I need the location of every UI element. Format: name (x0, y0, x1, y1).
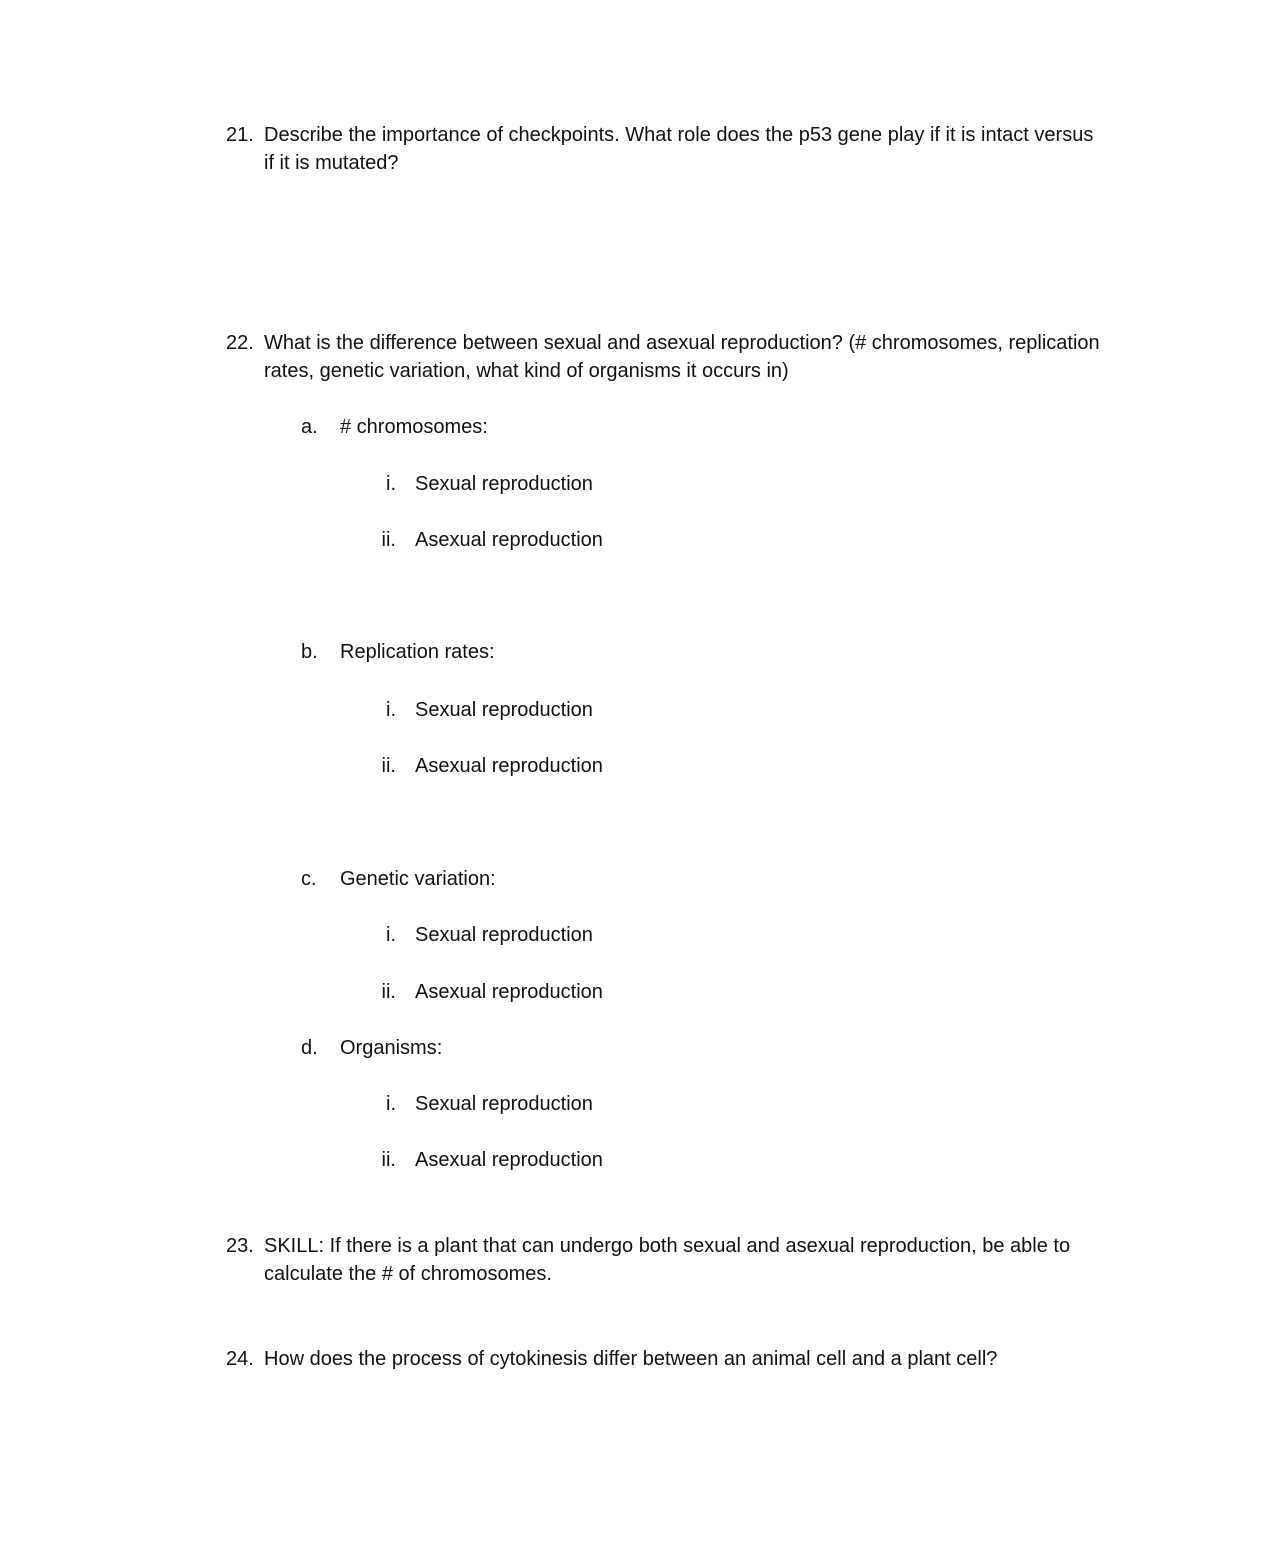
subquestion-text: Organisms: (340, 1037, 443, 1059)
subitem-label: ii. (381, 981, 396, 1003)
subquestion-a (301, 413, 488, 441)
subitem-label: i. (386, 1093, 396, 1115)
question-21 (226, 121, 1106, 177)
subquestion-label: d. (301, 1037, 318, 1059)
question-number: 23. (226, 1235, 254, 1257)
subitem-d-ii (376, 1146, 603, 1174)
subquestion-label: a. (301, 416, 318, 438)
subitem-label: ii. (381, 755, 396, 777)
subitem-label: ii. (381, 529, 396, 551)
question-24 (226, 1345, 1106, 1373)
question-text: SKILL: If there is a plant that can undergo both sexual and asexual reproduction, be able to calculate the # of chromosomes. (264, 1235, 1071, 1285)
subitem-text: Asexual reproduction (415, 529, 603, 551)
question-number: 21. (226, 124, 254, 146)
question-22 (226, 329, 1106, 385)
subitem-label: i. (386, 924, 396, 946)
subitem-label: i. (386, 473, 396, 495)
subitem-text: Asexual reproduction (415, 755, 603, 777)
subquestion-text: # chromosomes: (340, 416, 488, 438)
question-23 (226, 1232, 1106, 1288)
subitem-d-i (376, 1090, 593, 1118)
subquestion-b (301, 638, 495, 666)
subitem-a-i (376, 470, 593, 498)
subquestion-c (301, 865, 496, 893)
subitem-text: Sexual reproduction (415, 699, 593, 721)
subitem-text: Asexual reproduction (415, 1149, 603, 1171)
question-text: How does the process of cytokinesis differ between an animal cell and a plant cell? (264, 1348, 998, 1370)
question-text: What is the difference between sexual and asexual reproduction? (# chromosomes, replication rates, genetic variation, what kind of organisms it occurs in) (264, 332, 1100, 382)
subitem-label: i. (386, 699, 396, 721)
subitem-c-ii (376, 978, 603, 1006)
subitem-text: Asexual reproduction (415, 981, 603, 1003)
subitem-c-i (376, 921, 593, 949)
subitem-label: ii. (381, 1149, 396, 1171)
subitem-text: Sexual reproduction (415, 924, 593, 946)
subquestion-d (301, 1034, 442, 1062)
subitem-text: Sexual reproduction (415, 473, 593, 495)
subquestion-text: Genetic variation: (340, 868, 496, 890)
subquestion-label: c. (301, 868, 317, 890)
question-number: 22. (226, 332, 254, 354)
subquestion-label: b. (301, 641, 318, 663)
question-text: Describe the importance of checkpoints. What role does the p53 gene play if it is intact versus if it is mutated? (264, 124, 1094, 174)
question-number: 24. (226, 1348, 254, 1370)
subitem-a-ii (376, 526, 603, 554)
subitem-b-i (376, 696, 593, 724)
subquestion-text: Replication rates: (340, 641, 495, 663)
subitem-text: Sexual reproduction (415, 1093, 593, 1115)
subitem-b-ii (376, 752, 603, 780)
